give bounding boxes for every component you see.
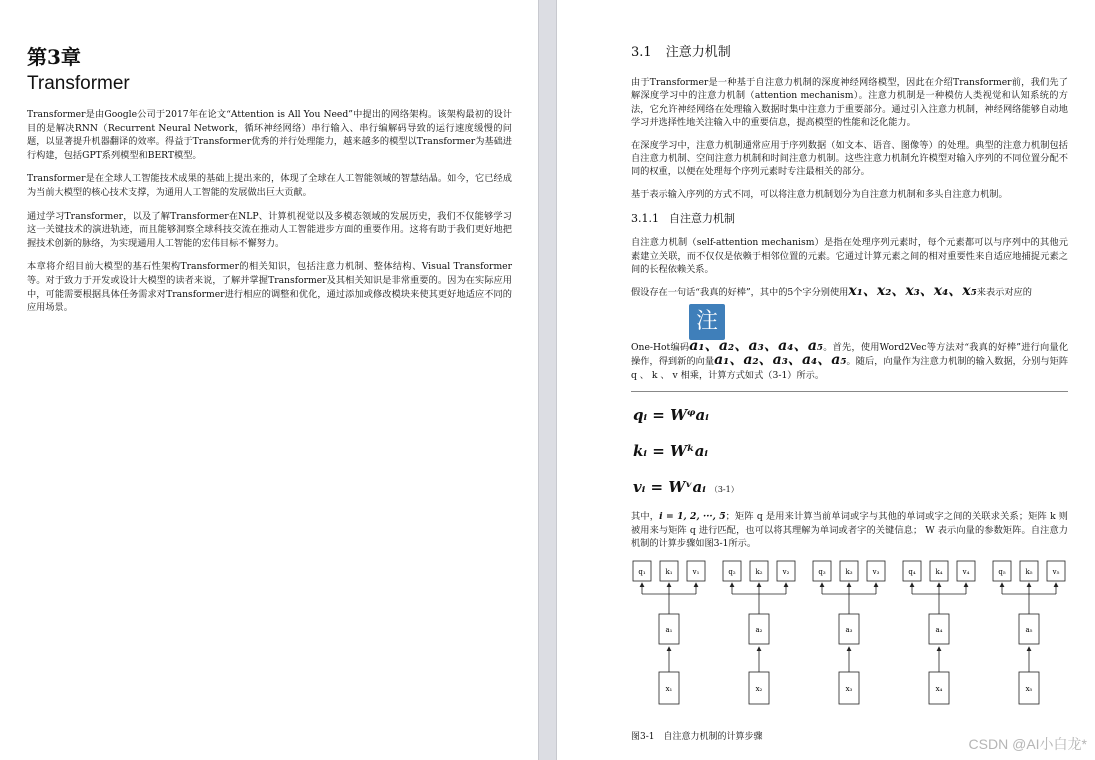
vector-label-k: k₃ bbox=[845, 568, 853, 577]
right-paragraph-3: 基于表示输入序列的方式不同，可以将注意力机制划分为自注意力机制和多头自注意力机制。 bbox=[631, 188, 1008, 200]
where-prefix: 其中， bbox=[631, 511, 660, 523]
assume-suffix: 来表示对应的 bbox=[976, 287, 1032, 299]
figure-group bbox=[633, 561, 705, 704]
a-label: a₄ bbox=[935, 626, 943, 635]
vector-label-v: v₂ bbox=[782, 568, 790, 577]
csdn-watermark: CSDN @AI小白龙* bbox=[968, 736, 1087, 752]
page-gap bbox=[538, 0, 557, 760]
a-label: a₂ bbox=[755, 626, 763, 635]
equation-v bbox=[633, 474, 1068, 500]
vector-label-q: q₂ bbox=[728, 568, 736, 577]
left-paragraph-2: Transformer是在全球人工智能技术成果的基础上提出来的，体现了全球在人工智能领域的智慧结晶。如今，它已经成为当前大模型的核心技术支撑，为通用人工智能的发展做出巨大贡献。 bbox=[27, 173, 512, 198]
a-label: a₁ bbox=[665, 626, 673, 635]
x-label: x₂ bbox=[755, 685, 763, 694]
note-icon[interactable]: 注 bbox=[689, 304, 725, 340]
x-label: x₅ bbox=[1025, 685, 1033, 694]
vector-label-v: v₅ bbox=[1052, 568, 1060, 577]
note-row bbox=[689, 304, 1068, 338]
chapter-title: Transformer bbox=[27, 73, 130, 94]
figure-caption: 图3-1 自注意力机制的计算步骤 bbox=[631, 732, 763, 743]
right-paragraph-1: 由于Transformer是一种基于自注意力机制的深度神经网络模型，因此在介绍Transformer前，我们先了解深度学习中的注意力机制（attention mechanism）。注意力机制是一种模仿人类视觉和认知系统的方法，它允许神经网络在处理输入数据时集中注意力于重要部分。通过引入注意力机制，神经网络能够自动地学习并选择性地关注输入中的重要信息，提高模型的性能和泛化能力。 bbox=[631, 77, 1068, 129]
section-heading bbox=[631, 44, 1068, 62]
vector-label-k: k₅ bbox=[1025, 568, 1033, 577]
vector-label-v: v₃ bbox=[872, 568, 880, 577]
figure-group bbox=[903, 561, 975, 704]
vector-label-k: k₁ bbox=[665, 568, 673, 577]
figure-group bbox=[993, 561, 1065, 704]
vector-label-q: q₃ bbox=[818, 568, 826, 577]
a-label: a₃ bbox=[845, 626, 853, 635]
a-label: a₅ bbox=[1025, 626, 1033, 635]
left-paragraph-3: 通过学习Transformer，以及了解Transformer在NLP、计算机视觉以及多模态领域的发展历史，我们不仅能够学习这一关键技术的演进轨迹，而且能够洞察全球科技交流在推动人工智能进步方面的重要作用。这将有助于我们更好地把握技术创新的脉络，为实现通用人工智能的宏伟目标不懈努力。 bbox=[27, 210, 512, 249]
onehot-mid2: 。随后，向量 bbox=[846, 356, 902, 368]
chapter-number: 第3章 bbox=[27, 45, 81, 69]
divider-rule bbox=[631, 391, 1068, 392]
x-label: x₁ bbox=[665, 685, 673, 694]
vector-label-k: k₄ bbox=[935, 568, 943, 577]
self-attention-figure bbox=[631, 559, 1068, 719]
assume-prefix: 假设存在一句话“我真的好棒”，其中的5个字分别使用 bbox=[631, 287, 849, 299]
onehot-prefix: One-Hot编码 bbox=[631, 341, 690, 353]
vector-label-q: q₅ bbox=[998, 568, 1006, 577]
equation-number: （3-1） bbox=[709, 485, 739, 495]
equation-k: kᵢ = Wᵏaᵢ bbox=[633, 442, 708, 461]
a-symbols-1: a₁、a₂、a₃、a₄、a₅ bbox=[689, 337, 824, 354]
figure-group bbox=[723, 561, 795, 704]
subsection-title: 自注意力机制 bbox=[669, 212, 735, 226]
where-text: ；矩阵 q 是用来计算当前单词或字与其他的单词或字之间的关联求关系；矩阵 k 则被用来与矩阵 q 进行匹配，也可以将其理解为单词或者字的关键信息； W 表示向量的参数矩阵。自注意力机制的计算步骤如图3-1所示。 bbox=[631, 511, 1068, 549]
vector-label-v: v₁ bbox=[692, 568, 700, 577]
equation-q: qᵢ = Wᵠaᵢ bbox=[633, 406, 709, 425]
subsection-number: 3.1.1 bbox=[631, 212, 659, 226]
subsection-heading bbox=[631, 210, 1068, 226]
a-symbols-mid: a₁、a₂、a₃、a₄、a₅ bbox=[714, 352, 847, 369]
vector-label-k: k₂ bbox=[755, 568, 763, 577]
section-number: 3.1 bbox=[631, 45, 652, 60]
vector-label-q: q₄ bbox=[908, 568, 916, 577]
subsection-paragraph: 自注意力机制（self-attention mechanism）是指在处理序列元素时，每个元素都可以与序列中的其他元素建立关联，而不仅仅是依赖于相邻位置的元素。它通过计算元素之间的相对重要性来自适应地捕捉元素之间的长程依赖关系。 bbox=[631, 237, 1068, 276]
x-label: x₄ bbox=[935, 685, 943, 694]
left-paragraph-4: 本章将介绍目前大模型的基石性架构Transformer的相关知识，包括注意力机制、整体结构、Visual Transformer等。对于致力于开发或设计大模型的读者来说，了解并掌握Transformer及其相关知识是非常重要的。因为在实际应用中，可能需要根据具体任务需求对Transformer进行相应的调整和优化，通过添加或修改模块来使其更好地适应不同的应用场景。 bbox=[27, 261, 512, 314]
where-paragraph bbox=[631, 510, 1068, 550]
onehot-mid3: 作为注意力机制的输入数据，分别与矩阵 q 、 k 、 v 相乘，计算方式如式（3-1）所示。 bbox=[631, 356, 1069, 381]
vector-label-q: q₁ bbox=[638, 568, 646, 577]
right-page bbox=[557, 0, 1095, 760]
assume-line bbox=[631, 285, 1068, 299]
onehot-paragraph bbox=[631, 337, 1069, 382]
right-paragraph-2: 在深度学习中，注意力机制通常应用于序列数据（如文本、语音、图像等）的处理。典型的注意力机制包括自注意力机制、空间注意力机制和时间注意力机制。这些注意力机制允许模型对输入序列的不同位置分配不同的权重，以便在处理每个序列元素时专注最相关的部分。 bbox=[631, 139, 1068, 178]
equation-v-text: vᵢ = Wᵛaᵢ bbox=[633, 478, 706, 497]
vector-label-v: v₄ bbox=[962, 568, 970, 577]
x-label: x₃ bbox=[845, 685, 853, 694]
left-paragraph-1: Transformer是由Google公司于2017年在论文“Attention is All You Need”中提出的网络架构。该架构最初的设计目的是解决RNN（Recurrent Neural Network，循环神经网络）串行输入、串行编解码导致的运行速度缓慢的问题，以显著提升机器翻译的效率。得益于Transformer优秀的并行处理能力，越来越多的模型以Transformer为基础进行构建，包括GPT系列模型和BERT模型。 bbox=[27, 109, 512, 161]
figure-group bbox=[813, 561, 885, 704]
where-expr: i = 1, 2, ···, 5 bbox=[659, 511, 726, 523]
section-title: 注意力机制 bbox=[665, 45, 731, 60]
x-symbols: x₁、x₂、x₃、x₄、x₅ bbox=[848, 283, 977, 300]
left-page bbox=[0, 0, 538, 760]
onehot-mid1: 。首先，使用Word2Vec等方法对“我真的好棒”进行向量化操作，得到新的向量 bbox=[631, 341, 1069, 368]
